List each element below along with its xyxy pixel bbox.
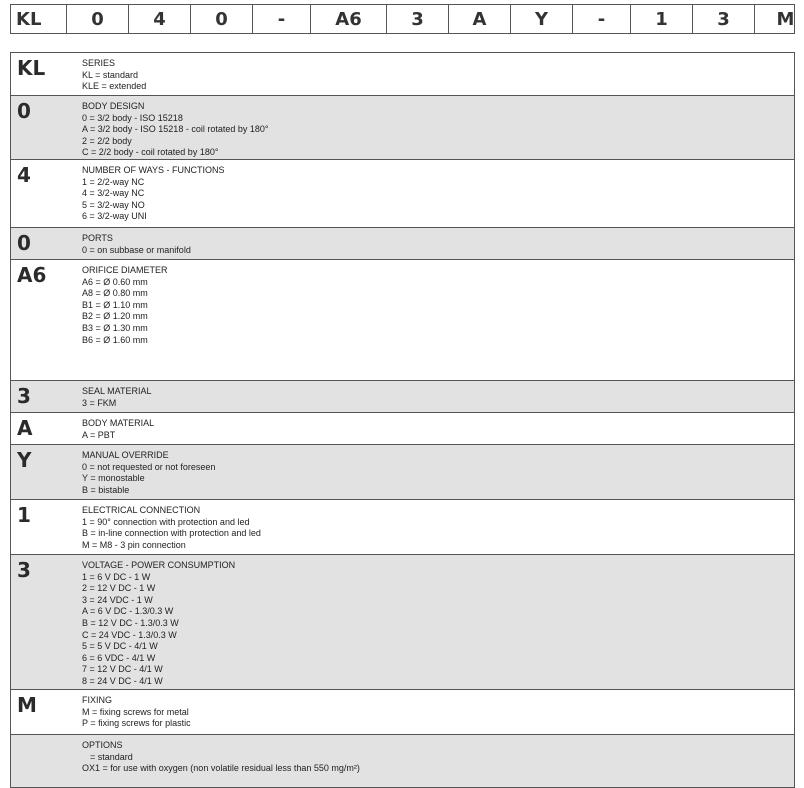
spec-option-line: B = in-line connection with protection and led xyxy=(82,528,261,539)
spec-option-line: A8 = Ø 0.80 mm xyxy=(82,288,148,299)
spec-option-line: 1 = 6 V DC - 1 W xyxy=(82,571,151,582)
spec-description xyxy=(82,160,225,227)
spec-title: SEAL MATERIAL xyxy=(82,386,152,396)
spec-title: ORIFICE DIAMETER xyxy=(82,265,168,275)
spec-title: SERIES xyxy=(82,58,116,68)
spec-option-line: 6 = 3/2-way UNI xyxy=(82,211,147,222)
spec-row xyxy=(11,228,794,260)
spec-row xyxy=(11,260,794,381)
spec-option-line: B1 = Ø 1.10 mm xyxy=(82,299,148,310)
spec-code: 0 xyxy=(17,231,31,255)
spec-code: 3 xyxy=(17,558,31,582)
spec-title: BODY MATERIAL xyxy=(82,418,155,428)
spec-option-line: 8 = 24 V DC - 4/1 W xyxy=(82,675,163,686)
code-segment: Y xyxy=(511,5,573,33)
code-segment: - xyxy=(253,5,311,33)
product-code-bar xyxy=(10,4,795,34)
spec-code: 1 xyxy=(17,503,31,527)
spec-option-line: B = bistable xyxy=(82,484,130,495)
spec-option-line: M = M8 - 3 pin connection xyxy=(82,539,186,550)
spec-code: 3 xyxy=(17,384,31,408)
spec-description xyxy=(82,96,268,159)
spec-option-line: 6 = 6 VDC - 4/1 W xyxy=(82,652,156,663)
spec-option-line: 0 = on subbase or manifold xyxy=(82,244,191,255)
spec-option-line: C = 24 VDC - 1.3/0.3 W xyxy=(82,629,177,640)
spec-code: 4 xyxy=(17,163,31,187)
spec-description xyxy=(82,53,146,95)
code-spec-table xyxy=(10,52,795,788)
spec-code: KL xyxy=(17,56,46,80)
spec-title: MANUAL OVERRIDE xyxy=(82,450,169,460)
spec-option-line: 3 = FKM xyxy=(82,397,117,408)
spec-option-line: 4 = 3/2-way NC xyxy=(82,188,145,199)
spec-description xyxy=(82,735,360,787)
spec-title: BODY DESIGN xyxy=(82,101,145,111)
spec-description xyxy=(82,260,168,380)
spec-option-line: 2 = 12 V DC - 1 W xyxy=(82,583,156,594)
spec-row xyxy=(11,735,794,787)
spec-row xyxy=(11,445,794,500)
spec-row xyxy=(11,690,794,735)
spec-option-line: P = fixing screws for plastic xyxy=(82,718,191,729)
spec-code: A6 xyxy=(17,263,47,287)
code-segment: 3 xyxy=(387,5,449,33)
spec-row xyxy=(11,381,794,413)
spec-title: PORTS xyxy=(82,233,113,243)
spec-option-line: M = fixing screws for metal xyxy=(82,706,189,717)
code-segment: 0 xyxy=(191,5,253,33)
spec-option-line: A = 3/2 body - ISO 15218 - coil rotated by 180° xyxy=(82,124,269,135)
spec-description xyxy=(82,413,154,444)
spec-option-line: 3 = 24 VDC - 1 W xyxy=(82,594,153,605)
spec-row xyxy=(11,53,794,96)
spec-option-line: 0 = not requested or not foreseen xyxy=(82,461,216,472)
spec-description xyxy=(82,690,191,734)
spec-option-line: 1 = 2/2-way NC xyxy=(82,176,145,187)
spec-option-line: A = 6 V DC - 1.3/0.3 W xyxy=(82,606,174,617)
code-segment: 0 xyxy=(67,5,129,33)
spec-code: M xyxy=(17,693,37,717)
spec-option-line: B = 12 V DC - 1.3/0.3 W xyxy=(82,617,179,628)
code-segment: 3 xyxy=(693,5,755,33)
spec-row xyxy=(11,500,794,555)
spec-option-line: A = PBT xyxy=(82,429,116,440)
spec-description xyxy=(82,228,191,259)
code-segment: A xyxy=(449,5,511,33)
spec-title: ELECTRICAL CONNECTION xyxy=(82,505,201,515)
spec-option-line: Y = monostable xyxy=(82,473,145,484)
spec-code: Y xyxy=(17,448,32,472)
spec-row xyxy=(11,160,794,228)
spec-title: NUMBER OF WAYS - FUNCTIONS xyxy=(82,165,225,175)
spec-title: OPTIONS xyxy=(82,740,123,750)
spec-option-line: B2 = Ø 1.20 mm xyxy=(82,311,148,322)
code-segment: 4 xyxy=(129,5,191,33)
spec-option-line: B6 = Ø 1.60 mm xyxy=(82,334,148,345)
code-segment: A6 xyxy=(311,5,387,33)
code-segment: - xyxy=(573,5,631,33)
spec-option-line: KL = standard xyxy=(82,69,138,80)
spec-option-line: 1 = 90° connection with protection and led xyxy=(82,516,250,527)
spec-option-line: 2 = 2/2 body xyxy=(82,135,132,146)
spec-title: VOLTAGE - POWER CONSUMPTION xyxy=(82,560,236,570)
spec-description xyxy=(82,445,215,499)
spec-option-line: A6 = Ø 0.60 mm xyxy=(82,276,148,287)
spec-option-line: 5 = 5 V DC - 4/1 W xyxy=(82,641,158,652)
spec-row xyxy=(11,413,794,445)
spec-row xyxy=(11,96,794,160)
code-segment: 1 xyxy=(631,5,693,33)
spec-option-line: KLE = extended xyxy=(82,81,147,92)
spec-option-line: C = 2/2 body - coil rotated by 180° xyxy=(82,147,219,158)
spec-option-line: 7 = 12 V DC - 4/1 W xyxy=(82,664,163,675)
code-segment: M xyxy=(776,8,795,30)
spec-row xyxy=(11,555,794,690)
spec-option-line: 0 = 3/2 body - ISO 15218 xyxy=(82,112,183,123)
code-segment: KL xyxy=(11,5,67,33)
spec-option-line: = standard xyxy=(90,751,133,762)
spec-code xyxy=(11,735,82,787)
spec-description xyxy=(82,555,235,689)
spec-option-line: OX1 = for use with oxygen (non volatile residual less than 550 mg/m²) xyxy=(82,763,360,774)
spec-code: A xyxy=(17,416,33,440)
spec-description xyxy=(82,381,152,412)
spec-title: FIXING xyxy=(82,695,113,705)
spec-option-line: B3 = Ø 1.30 mm xyxy=(82,322,148,333)
spec-option-line: 5 = 3/2-way NO xyxy=(82,199,145,210)
spec-description xyxy=(82,500,261,554)
spec-code: 0 xyxy=(17,99,31,123)
